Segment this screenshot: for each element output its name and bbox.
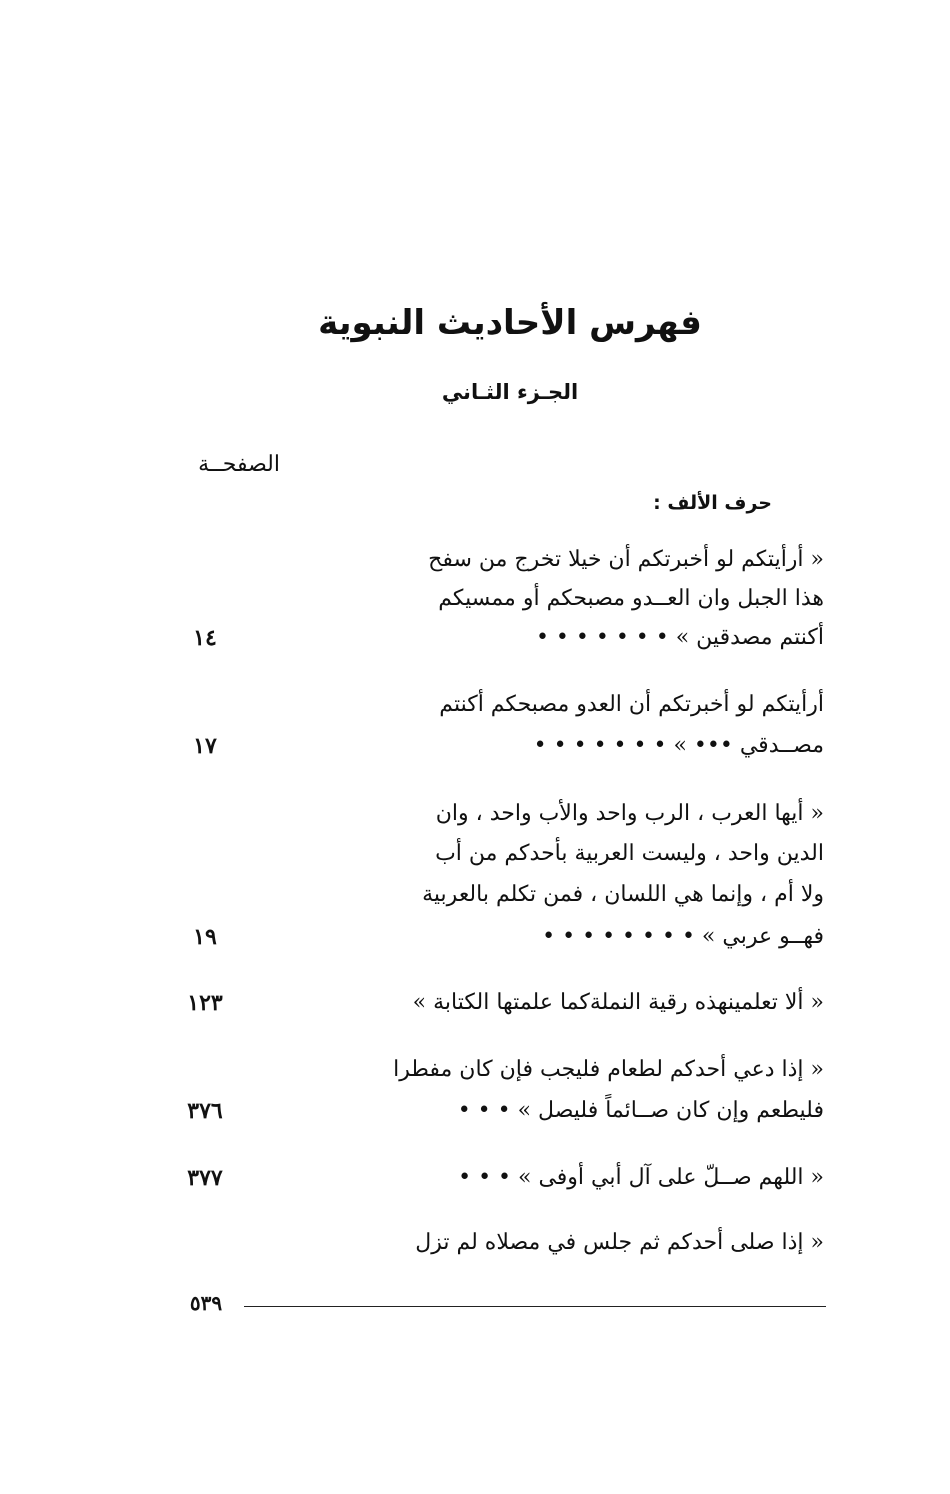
entry-line: « إذا صلى أحدكم ثم جلس في مصلاه لم تزل <box>415 1230 824 1255</box>
entry-line: الدين واحد ، وليست العربية بأحدكم من أب <box>435 841 824 866</box>
footer-rule <box>244 1306 826 1307</box>
page-subtitle: الجـزء الثـاني <box>441 380 579 404</box>
entry-line: « إذا دعي أحدكم لطعام فليجب فإن كان مفطرا <box>393 1057 824 1082</box>
entry-page-number: ١٩ <box>193 924 217 950</box>
entry-line: فليطعم وإن كان صــائماً فليصل » • • • <box>457 1098 824 1123</box>
entry-page-number: ١٧ <box>193 733 217 759</box>
entry-line: ولا أم ، وإنما هي اللسان ، فمن تكلم بالعربية <box>422 882 824 907</box>
entry-line: أرأيتكم لو أخبرتكم أن العدو مصبحكم أكنتم <box>439 692 824 717</box>
section-heading: حرف الألف : <box>653 492 772 514</box>
entry-page-number: ١٢٣ <box>187 990 223 1016</box>
entry-line: هذا الجبل وان العــدو مصبحكم أو ممسيكم <box>438 586 824 611</box>
entry-line: أكنتم مصدقين » • • • • • • • <box>535 625 824 650</box>
page-column-label: الصفحــة <box>198 452 280 477</box>
entry-page-number: ٣٧٧ <box>187 1165 223 1191</box>
footer-page-number: ٥٣٩ <box>189 1291 223 1315</box>
entry-line: « ألا تعلمينهذه رقية النملةكما علمتها الكتابة » <box>412 990 824 1015</box>
page-title: فهرس الأحاديث النبوية <box>318 303 702 343</box>
entry-page-number: ٣٧٦ <box>187 1098 223 1124</box>
entry-line: « اللهم صــلّ على آل أبي أوفى » • • • <box>458 1165 824 1190</box>
entry-line: « أيها العرب ، الرب واحد والأب واحد ، وان <box>435 801 824 826</box>
entry-line: مصــدقي ••• » • • • • • • • <box>533 733 824 758</box>
entry-line: فهــو عربي » • • • • • • • • <box>542 924 824 949</box>
entry-line: « أرأيتكم لو أخبرتكم أن خيلا تخرج من سفح <box>428 547 824 572</box>
entry-page-number: ١٤ <box>193 625 217 651</box>
